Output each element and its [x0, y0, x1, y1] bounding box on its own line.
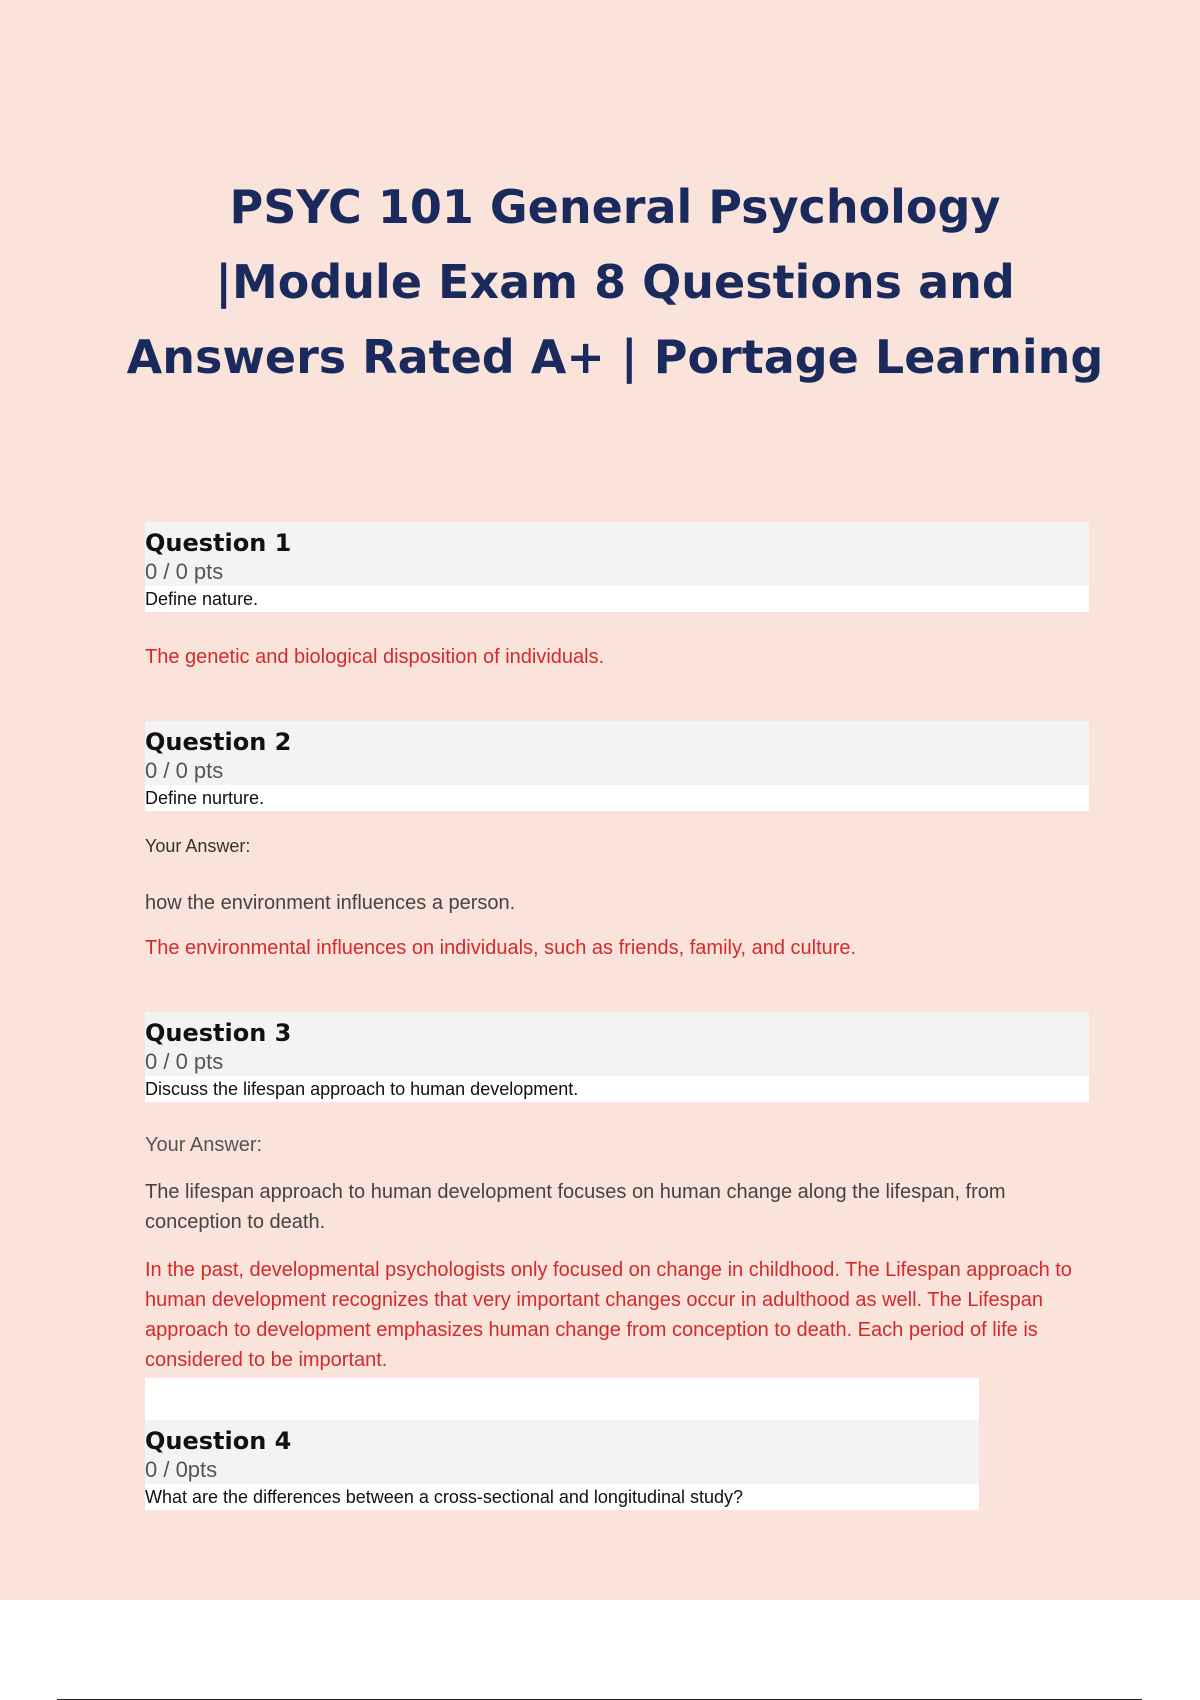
question-points: 0 / 0 pts: [145, 559, 224, 584]
question-title: Question 1: [145, 529, 292, 557]
correct-answer: The genetic and biological disposition of individuals.: [145, 646, 605, 668]
question-1: [145, 522, 1089, 612]
correct-answer: In the past, developmental psychologists only focused on change in childhood. The Lifespan approach to human development recognizes that very important changes occur in adulthood as well. The Lifespan approach to development emphasizes human change from conception to death. Each period of life is considered to be important.: [145, 1259, 1072, 1371]
question-text: Define nature.: [145, 586, 1089, 612]
question-header: [145, 1012, 1089, 1076]
your-answer-label: Your Answer:: [145, 1134, 263, 1156]
question-points: 0 / 0 pts: [145, 758, 224, 783]
question-2: [145, 721, 1089, 811]
question-header: [145, 721, 1089, 785]
question-points: 0 / 0pts: [145, 1457, 218, 1482]
question-text: Define nurture.: [145, 785, 1089, 811]
your-answer: how the environment influences a person.: [145, 892, 516, 914]
blank-row: [145, 1378, 979, 1420]
question-3: [145, 1012, 1089, 1102]
question-header: [145, 1420, 979, 1484]
question-text: Discuss the lifespan approach to human development.: [145, 1076, 1089, 1102]
question-title: Question 3: [145, 1019, 292, 1047]
question-title: Question 4: [145, 1427, 292, 1455]
question-header: [145, 522, 1089, 586]
question-4: [145, 1420, 979, 1510]
document-title: PSYC 101 General Psychology |Module Exam 8 Questions and Answers Rated A+ | Portage Learning: [126, 180, 1104, 384]
your-answer: The lifespan approach to human development focuses on human change along the lifespan, from conception to death.: [145, 1181, 1006, 1233]
question-text: What are the differences between a cross-sectional and longitudinal study?: [145, 1484, 979, 1510]
correct-answer: The environmental influences on individuals, such as friends, family, and culture.: [145, 937, 857, 959]
question-title: Question 2: [145, 728, 292, 756]
your-answer-label: Your Answer:: [145, 836, 251, 856]
question-points: 0 / 0 pts: [145, 1049, 224, 1074]
